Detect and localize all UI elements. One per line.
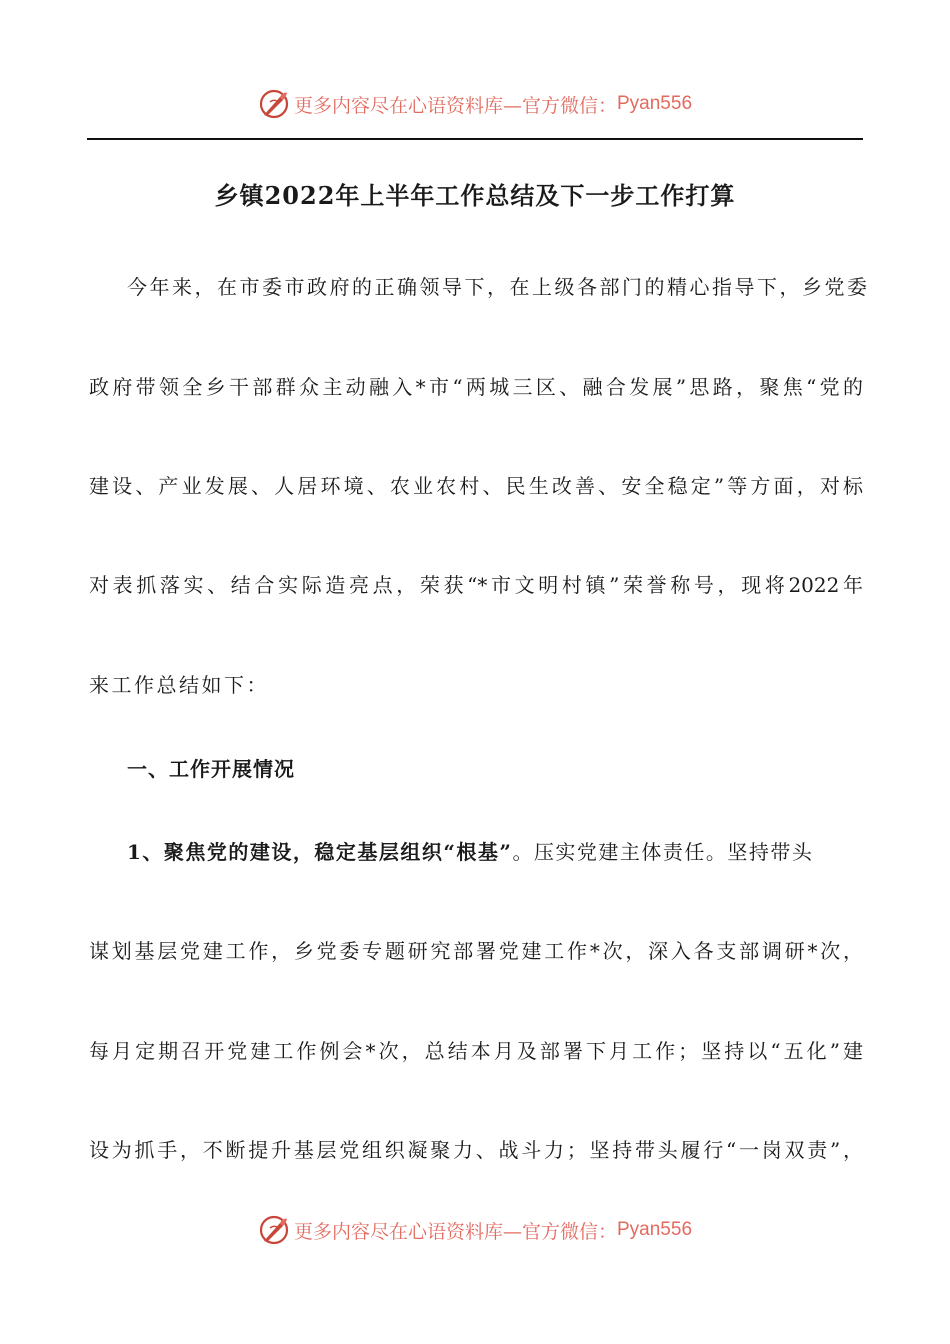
item-heading-line [127,837,863,867]
section-heading: 一、工作开展情况 [127,757,295,781]
watermark-wechat-label: —官方微信： [502,94,617,117]
watermark-wechat-id: Pyan556 [617,1219,693,1240]
watermark-banner-bottom [0,1210,950,1250]
watermark-wechat-label: —官方微信： [502,1220,617,1243]
watermark-wechat-id: Pyan556 [617,93,693,114]
paragraph-line: 来工作总结如下： [89,673,269,697]
watermark-banner-top [0,84,950,124]
item-heading-rest: 。压实党建主体责任。坚持带头 [512,840,814,864]
paragraph-line: 政府带领全乡干部群众主动融入*市“两城三区、融合发展”思路，聚焦“党的 [89,375,863,399]
paragraph-line: 今年来，在市委市政府的正确领导下，在上级各部门的精心指导下，乡党委 [127,275,870,299]
document-title: 乡镇2022年上半年工作总结及下一步工作打算 [214,181,736,210]
paragraph-line: 每月定期召开党建工作例会*次，总结本月及部署下月工作；坚持以“五化”建 [89,1039,863,1063]
item-heading-bold: 1、聚焦党的建设，稳定基层组织“根基” [127,840,513,864]
header-divider [87,138,863,140]
watermark-text: 更多内容尽在心语资料库 [293,1220,503,1243]
paragraph-line: 建设、产业发展、人居环境、农业农村、民生改善、安全稳定”等方面，对标 [89,474,863,498]
quill-pen-logo-icon [258,1214,290,1246]
paragraph-line: 谋划基层党建工作，乡党委专题研究部署党建工作*次，深入各支部调研*次， [89,939,863,963]
quill-pen-logo-icon [258,88,290,120]
paragraph-line: 设为抓手，不断提升基层党组织凝聚力、战斗力；坚持带头履行“一岗双责”， [89,1138,863,1162]
watermark-text: 更多内容尽在心语资料库 [293,94,503,117]
paragraph-line: 对表抓落实、结合实际造亮点，荣获“*市文明村镇”荣誉称号，现将2022年 [89,573,863,597]
